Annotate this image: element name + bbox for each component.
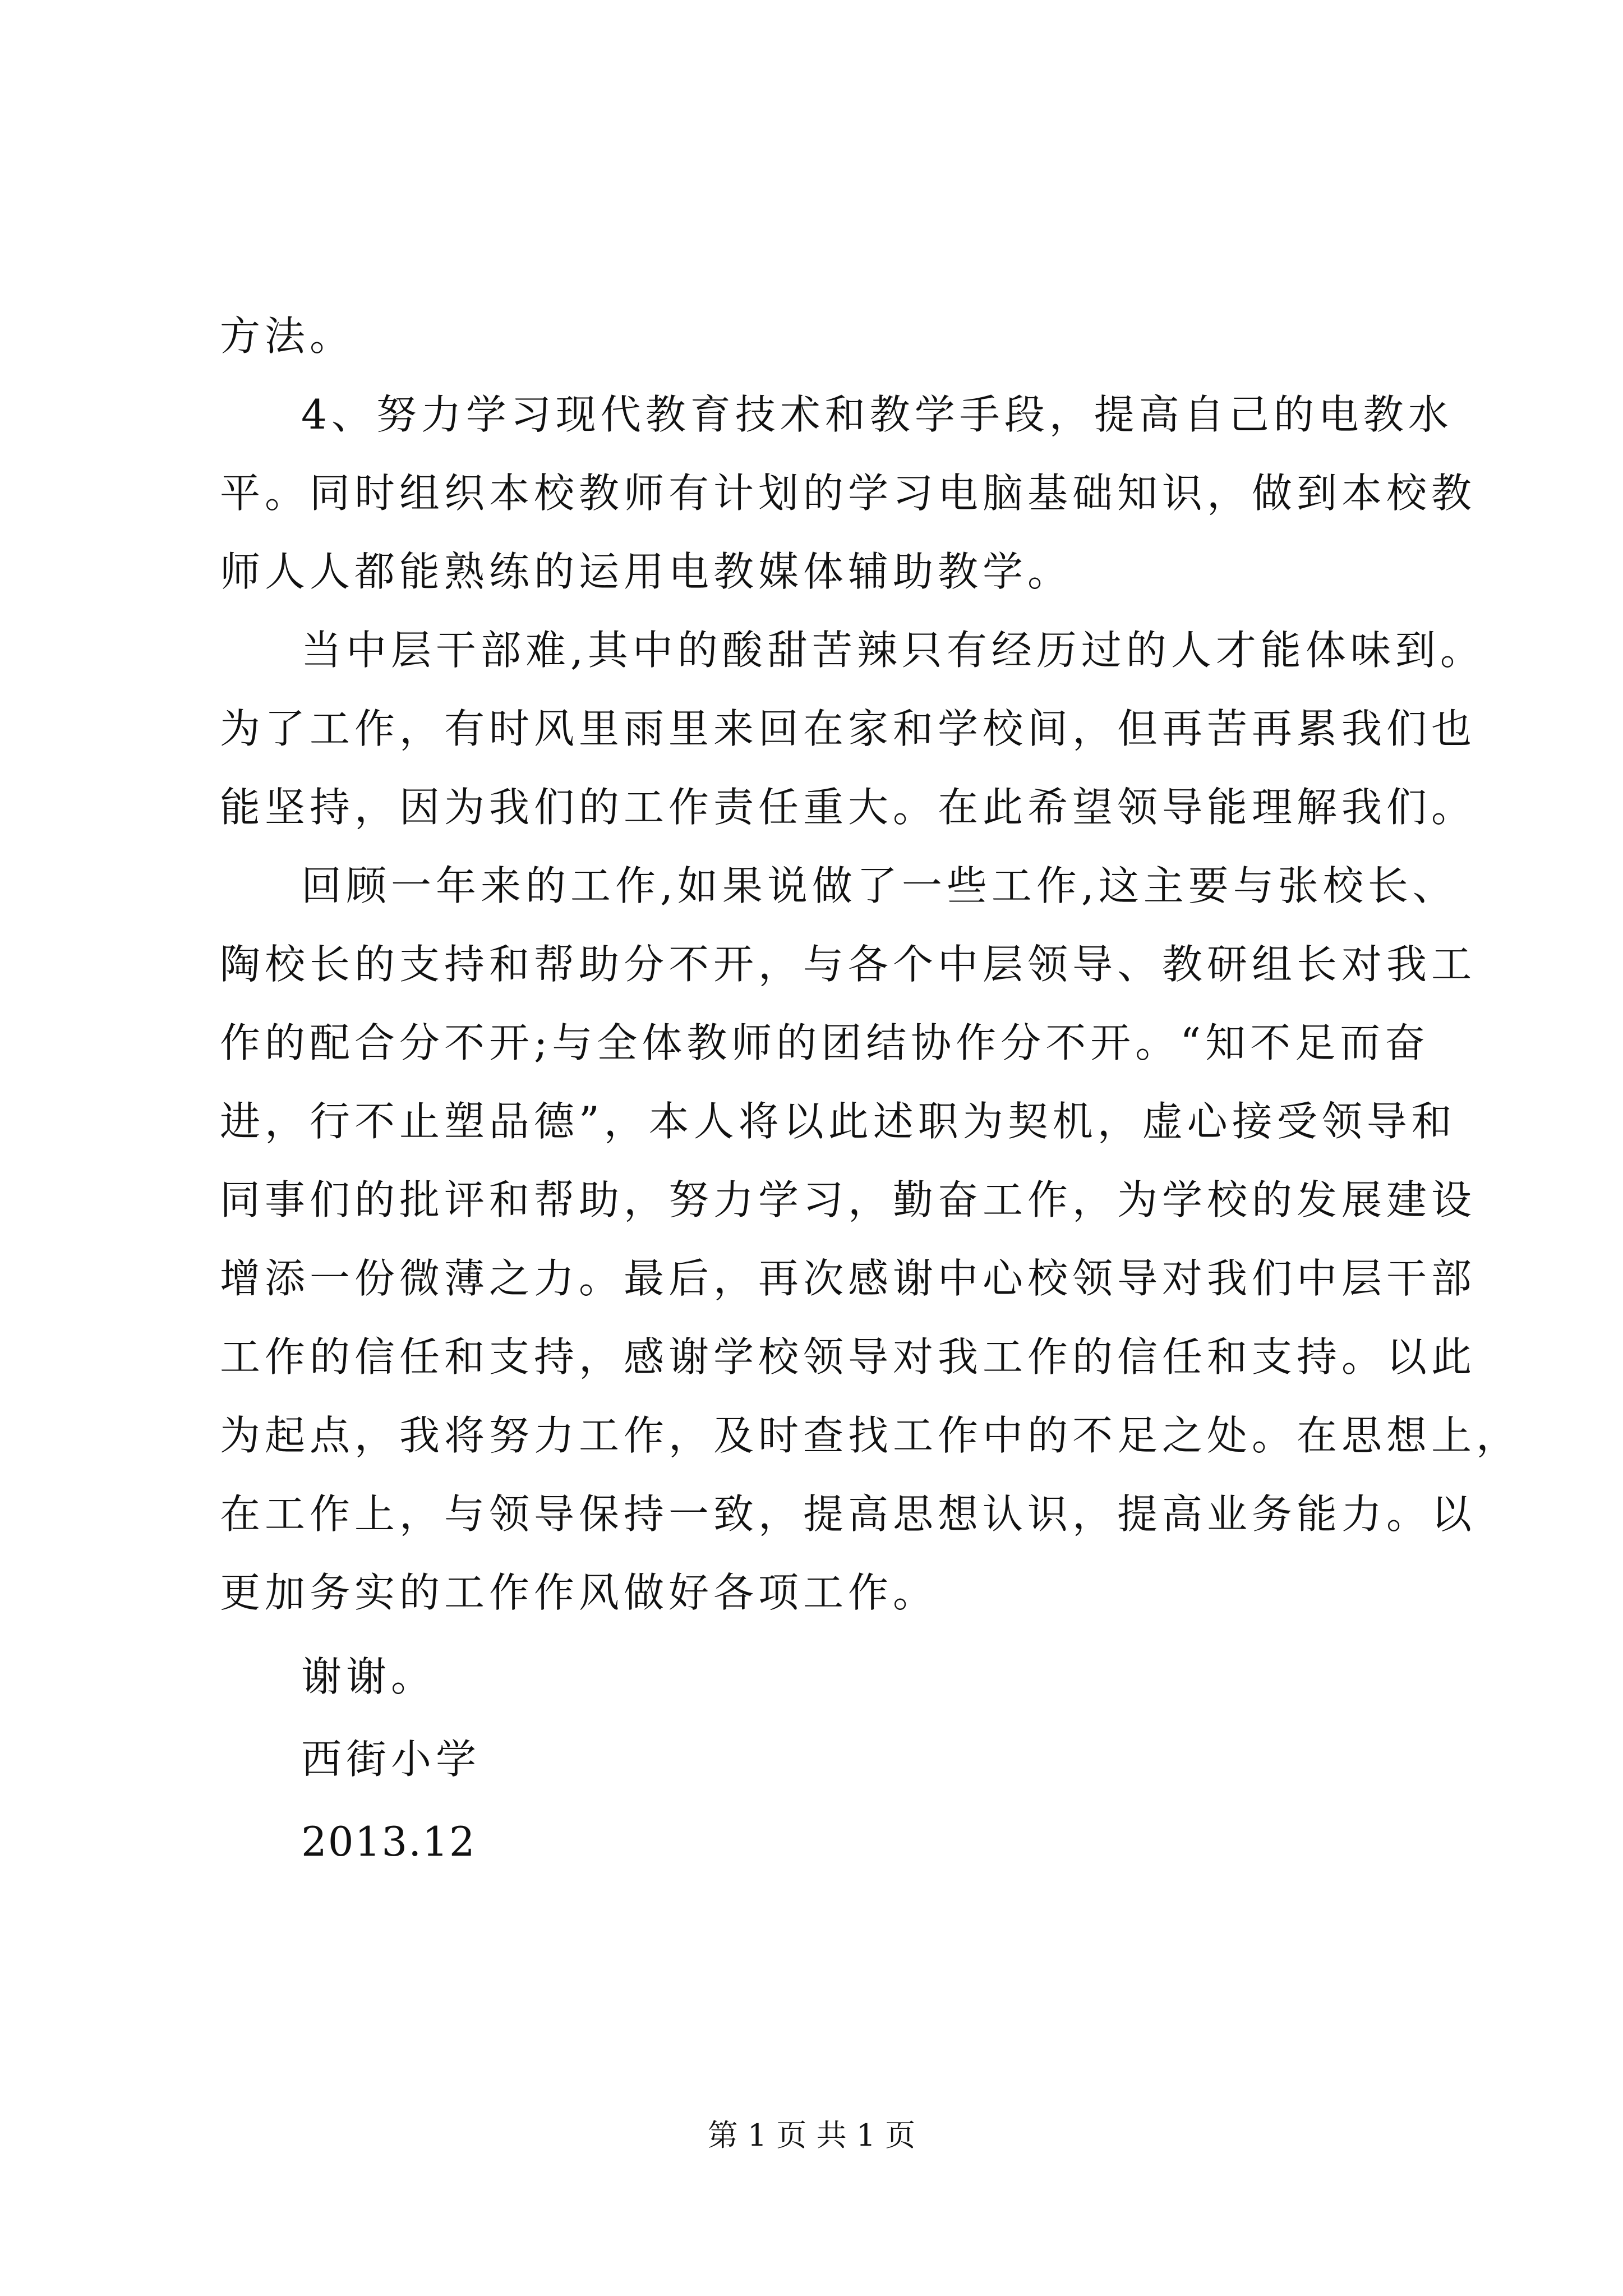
body-text-line: 进，行不止塑品德”，本人将以此述职为契机，虚心接受领导和 [220, 1098, 1456, 1145]
body-text-line: 工作的信任和支持，感谢学校领导对我工作的信任和支持。以此 [220, 1333, 1477, 1381]
body-text-line: 回顾一年来的工作,如果说做了一些工作,这主要与张校长、 [301, 862, 1458, 909]
body-text-line: 陶校长的支持和帮助分不开，与各个中层领导、教研组长对我工 [220, 941, 1477, 988]
body-text-line: 更加务实的工作作风做好各项工作。 [220, 1569, 938, 1616]
body-text-line: 当中层干部难,其中的酸甜苦辣只有经历过的人才能体味到。 [301, 627, 1485, 674]
body-text-line: 方法。 [220, 312, 355, 360]
page-footer: 第 1 页 共 1 页 [707, 2118, 916, 2153]
body-text-line: 为了工作，有时风里雨里来回在家和学校间，但再苦再累我们也 [220, 705, 1477, 752]
signature-date: 2013.12 [301, 1818, 476, 1865]
body-text-line: 能坚持，因为我们的工作责任重大。在此希望领导能理解我们。 [220, 784, 1477, 831]
body-text-line: 师人人都能熟练的运用电教媒体辅助教学。 [220, 548, 1073, 595]
body-text-line: 平。同时组织本校教师有计划的学习电脑基础知识，做到本校教 [220, 470, 1477, 517]
body-text-line: 在工作上，与领导保持一致，提高思想认识，提高业务能力。以 [220, 1490, 1477, 1538]
body-text-line: 4、努力学习现代教育技术和教学手段，提高自己的电教水 [301, 391, 1453, 438]
closing-thanks: 谢谢。 [301, 1653, 436, 1700]
body-text-line: 增添一份微薄之力。最后，再次感谢中心校领导对我们中层干部 [220, 1255, 1477, 1302]
signature-school: 西街小学 [301, 1736, 481, 1783]
body-text-line: 同事们的批评和帮助，努力学习，勤奋工作，为学校的发展建设 [220, 1176, 1477, 1223]
body-text-line: 作的配合分不开;与全体教师的团结协作分不开。“知不足而奋 [220, 1019, 1430, 1066]
body-text-line: 为起点，我将努力工作，及时查找工作中的不足之处。在思想上， [220, 1412, 1521, 1459]
